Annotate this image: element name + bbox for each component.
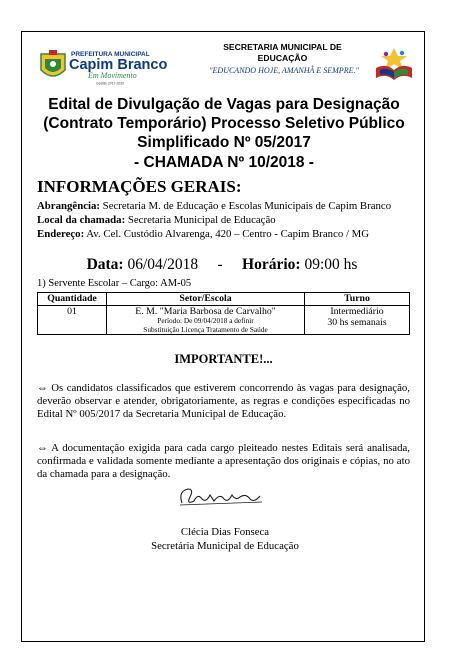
secretaria-heading [195,42,370,64]
title-line-1: Edital de Divulgação de Vagas para Designação [48,96,400,113]
secretaria-motto: "EDUCANDO HOJE, AMANHÃ E SEMPRE." [209,66,359,75]
header-setor: Setor/Escola [107,293,305,306]
time-label: Horário: [242,256,301,273]
signatory-name: Clécia Dias Fonseca [180,526,270,538]
info-heading: INFORMAÇÕES GERAIS: [37,177,242,196]
local-row [37,213,391,227]
title-line-3: Simplificado Nº 05/2017 [137,134,311,152]
endereco-label: Endereço: [37,228,85,240]
notice-paragraph-2: ⇔ A documentação exigida para cada cargo pleiteado nestes Editais será analisada, confirmada e validada somente mediante a apresentação dos originais e cópias, no ato da chamada para a designação. [37,442,410,481]
signatory-block [150,525,300,553]
secretaria-line-1: SECRETARIA MUNICIPAL DE [223,42,342,52]
prefeitura-logo [38,48,188,86]
importante-heading: IMPORTANTE!... [174,352,273,366]
local-value: Secretaria Municipal de Educação [125,214,276,226]
school-name: E. M. "Maria Barbosa de Carvalho" [135,306,276,317]
turno-line-1: Intermediário [330,306,384,317]
secretaria-line-2: EDUCAÇÃO [257,53,308,63]
city-name: Capim Branco [69,57,168,73]
title-line-4: - CHAMADA Nº 10/2018 - [134,153,314,171]
abrangencia-row [37,199,391,213]
table-header-row [38,293,410,306]
signatory-role: Secretária Municipal de Educação [151,540,299,552]
city-crest-icon [41,50,65,76]
schedule-line [37,256,407,274]
title-line-2: (Contrato Temporário) Processo Seletivo Público [43,115,405,133]
general-info [37,199,391,241]
cell-setor [107,306,305,335]
schedule-separator: - [217,256,223,273]
header-turno: Turno [305,293,410,306]
abrangencia-label: Abrangência: [37,200,100,212]
table-row [38,306,410,335]
turno-line-2: 30 hs semanais [327,317,387,328]
date-label: Data: [86,256,124,273]
abrangencia-value: Secretaria M. de Educação e Escolas Municipais de Capim Branco [99,200,392,212]
edital-title [24,95,424,172]
vagas-table [37,292,410,335]
city-tagline: Em Movimento [88,71,137,80]
gestao-text: Gestão 2017-2020 [96,81,125,86]
endereco-value: Av. Cel. Custódio Alvarenga, 420 – Centro - Capim Branco / MG [84,228,370,240]
date-value: 06/04/2018 [123,256,199,273]
cargo-line: 1) Servente Escolar – Cargo: AM-05 [37,278,192,289]
education-logo-icon [372,44,416,82]
motivo-text: Substituição Licença Tratamento de Saúde [143,324,268,334]
time-value: 09:00 hs [300,256,358,273]
local-label: Local da chamada: [37,214,126,226]
handwritten-signature [176,481,266,511]
endereco-row [37,227,391,241]
prefeitura-text: PREFEITURA MUNICIPAL [71,51,150,58]
notice-paragraph-1: ⇔ Os candidatos classificados que estiverem concorrendo às vagas para designação, deverão observar e atender, obrigatoriamente, as regras e condições especificadas no Edital Nº 005/2017 da Secretaria Municipal de Educação. [37,382,410,421]
periodo-text: Período: De 09/04/2018 a definir [157,316,254,325]
header-quantidade: Quantidade [38,293,107,306]
cell-quantidade: 01 [38,306,107,335]
cell-turno [305,306,410,335]
